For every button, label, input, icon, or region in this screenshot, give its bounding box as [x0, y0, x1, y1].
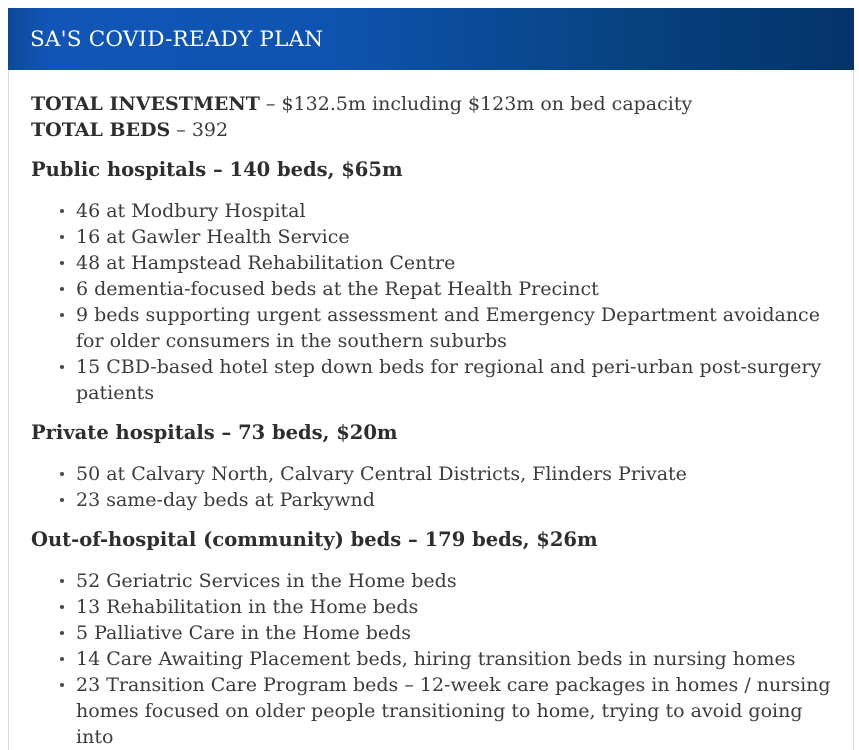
section-heading-private-hospitals: Private hospitals – 73 beds, $20m — [31, 421, 398, 444]
list-item: 52 Geriatric Services in the Home beds — [76, 568, 839, 594]
list-item: 46 at Modbury Hospital — [76, 198, 839, 224]
total-beds-value: – 392 — [176, 119, 229, 141]
total-investment-value: – $132.5m including $123m on bed capacity — [265, 93, 693, 115]
total-investment-line — [31, 91, 839, 117]
infobox-content — [9, 70, 853, 750]
list-item: 14 Care Awaiting Placement beds, hiring transition beds in nursing homes — [76, 646, 839, 672]
private-hospitals-list — [31, 461, 839, 513]
total-beds-label: TOTAL BEDS — [31, 119, 171, 141]
list-item: 6 dementia-focused beds at the Repat Health Precinct — [76, 276, 839, 302]
list-item: 9 beds supporting urgent assessment and Emergency Department avoidance for older consumers in the southern suburbs — [76, 302, 839, 354]
list-item: 48 at Hampstead Rehabilitation Centre — [76, 250, 839, 276]
out-of-hospital-list — [31, 568, 839, 750]
list-item: 15 CBD-based hotel step down beds for regional and peri-urban post-surgery patients — [76, 354, 839, 406]
list-item: 23 same-day beds at Parkywnd — [76, 487, 839, 513]
covid-plan-infobox — [8, 8, 854, 750]
section-heading-public-hospitals: Public hospitals – 140 beds, $65m — [31, 158, 403, 181]
totals-block — [31, 91, 839, 143]
infobox-title: SA'S COVID-READY PLAN — [30, 26, 324, 52]
list-item: 16 at Gawler Health Service — [76, 224, 839, 250]
total-beds-line — [31, 117, 839, 143]
section-heading-out-of-hospital: Out-of-hospital (community) beds – 179 beds, $26m — [31, 528, 598, 551]
list-item: 23 Transition Care Program beds – 12-week care packages in homes / nursing homes focused on older people transitioning to home, trying to avoid going into — [76, 672, 839, 750]
total-investment-label: TOTAL INVESTMENT — [31, 93, 260, 115]
list-item: 13 Rehabilitation in the Home beds — [76, 594, 839, 620]
infobox-header-bar — [8, 8, 854, 70]
list-item: 50 at Calvary North, Calvary Central Districts, Flinders Private — [76, 461, 839, 487]
public-hospitals-list — [31, 198, 839, 406]
list-item: 5 Palliative Care in the Home beds — [76, 620, 839, 646]
